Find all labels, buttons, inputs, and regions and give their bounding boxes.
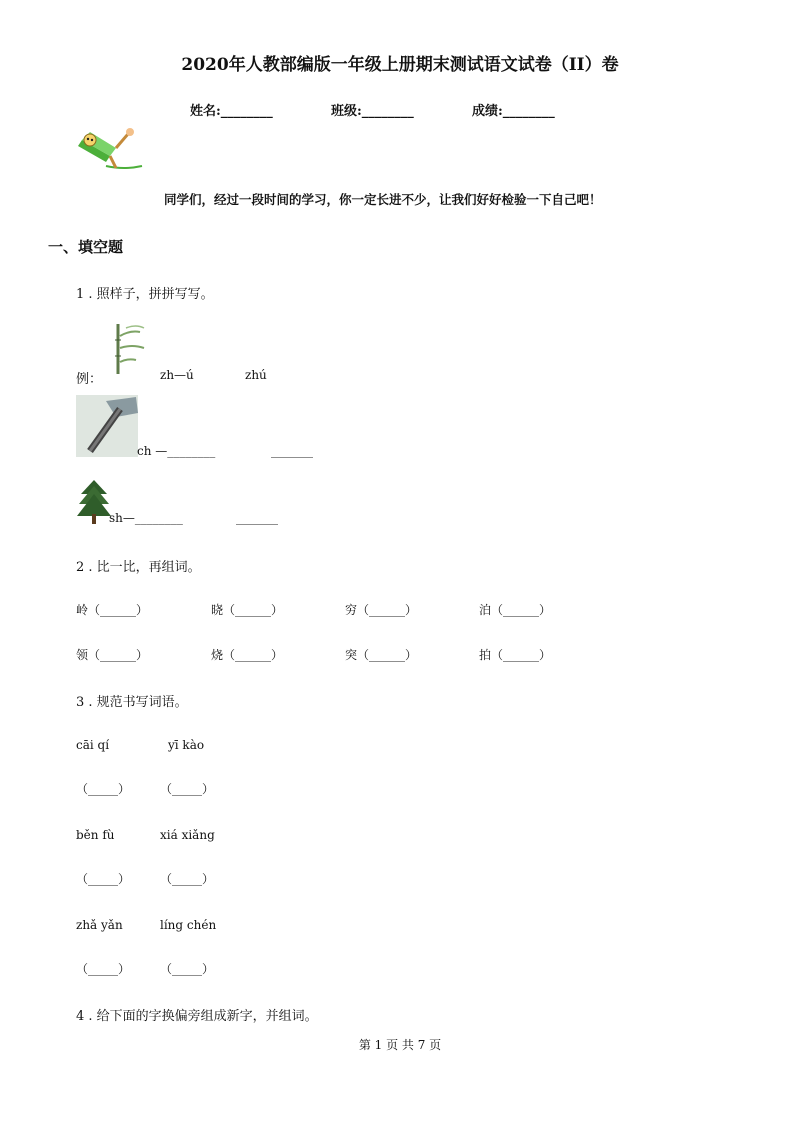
pinyin: líng chén: [160, 918, 217, 932]
q1-row2-prefix[interactable]: ch —________: [137, 444, 216, 458]
q1-row3-prefix[interactable]: sh—________: [109, 511, 183, 525]
q1-row2-blank[interactable]: _______: [271, 444, 313, 458]
class-field[interactable]: 班级:________: [331, 104, 414, 119]
pinyin: zhǎ yǎn: [76, 918, 123, 932]
q2-item[interactable]: 突（______）: [345, 648, 418, 662]
answer-blank[interactable]: （_____）: [160, 962, 215, 976]
question-3-title: 3 . 规范书写词语。: [76, 695, 188, 710]
question-1-title: 1 . 照样子，拼拼写写。: [76, 287, 214, 302]
section-heading: 一、填空题: [48, 238, 124, 256]
answer-blank[interactable]: （_____）: [76, 962, 131, 976]
answer-blank[interactable]: （_____）: [76, 872, 131, 886]
q2-item[interactable]: 拍（______）: [479, 648, 552, 662]
example-split-pinyin: zh—ú: [160, 368, 194, 382]
pine-tree-image: [77, 478, 111, 524]
answer-blank[interactable]: （_____）: [160, 782, 215, 796]
q2-item[interactable]: 泊（______）: [479, 603, 552, 617]
bamboo-image: [110, 322, 148, 374]
pencil-mascot-icon: [76, 126, 144, 174]
answer-blank[interactable]: （_____）: [76, 782, 131, 796]
q2-item[interactable]: 穷（______）: [345, 603, 418, 617]
q2-item[interactable]: 烧（______）: [211, 648, 284, 662]
pinyin: běn fù: [76, 828, 115, 842]
example-whole-pinyin: zhú: [245, 368, 267, 382]
question-2-title: 2 . 比一比，再组词。: [76, 560, 201, 575]
name-field[interactable]: 姓名:________: [190, 104, 273, 119]
pinyin: cāi qí: [76, 738, 110, 752]
pinyin: yī kào: [168, 738, 205, 752]
q2-item[interactable]: 岭（______）: [76, 603, 149, 617]
hammer-image: [76, 395, 138, 457]
q2-item[interactable]: 领（______）: [76, 648, 149, 662]
answer-blank[interactable]: （_____）: [160, 872, 215, 886]
greeting-text: 同学们，经过一段时间的学习，你一定长进不少，让我们好好检验一下自己吧！: [164, 192, 602, 207]
q1-row3-blank[interactable]: _______: [236, 511, 278, 525]
q2-item[interactable]: 晓（______）: [211, 603, 284, 617]
example-label: 例：: [76, 372, 103, 387]
page-title: 2020年人教部编版一年级上册期末测试语文试卷（II）卷: [181, 55, 619, 75]
score-field[interactable]: 成绩:________: [472, 104, 555, 119]
page-footer: 第 1 页 共 7 页: [358, 1038, 442, 1052]
question-4-title: 4 . 给下面的字换偏旁组成新字，并组词。: [76, 1009, 318, 1024]
pinyin: xiá xiǎng: [160, 828, 215, 842]
